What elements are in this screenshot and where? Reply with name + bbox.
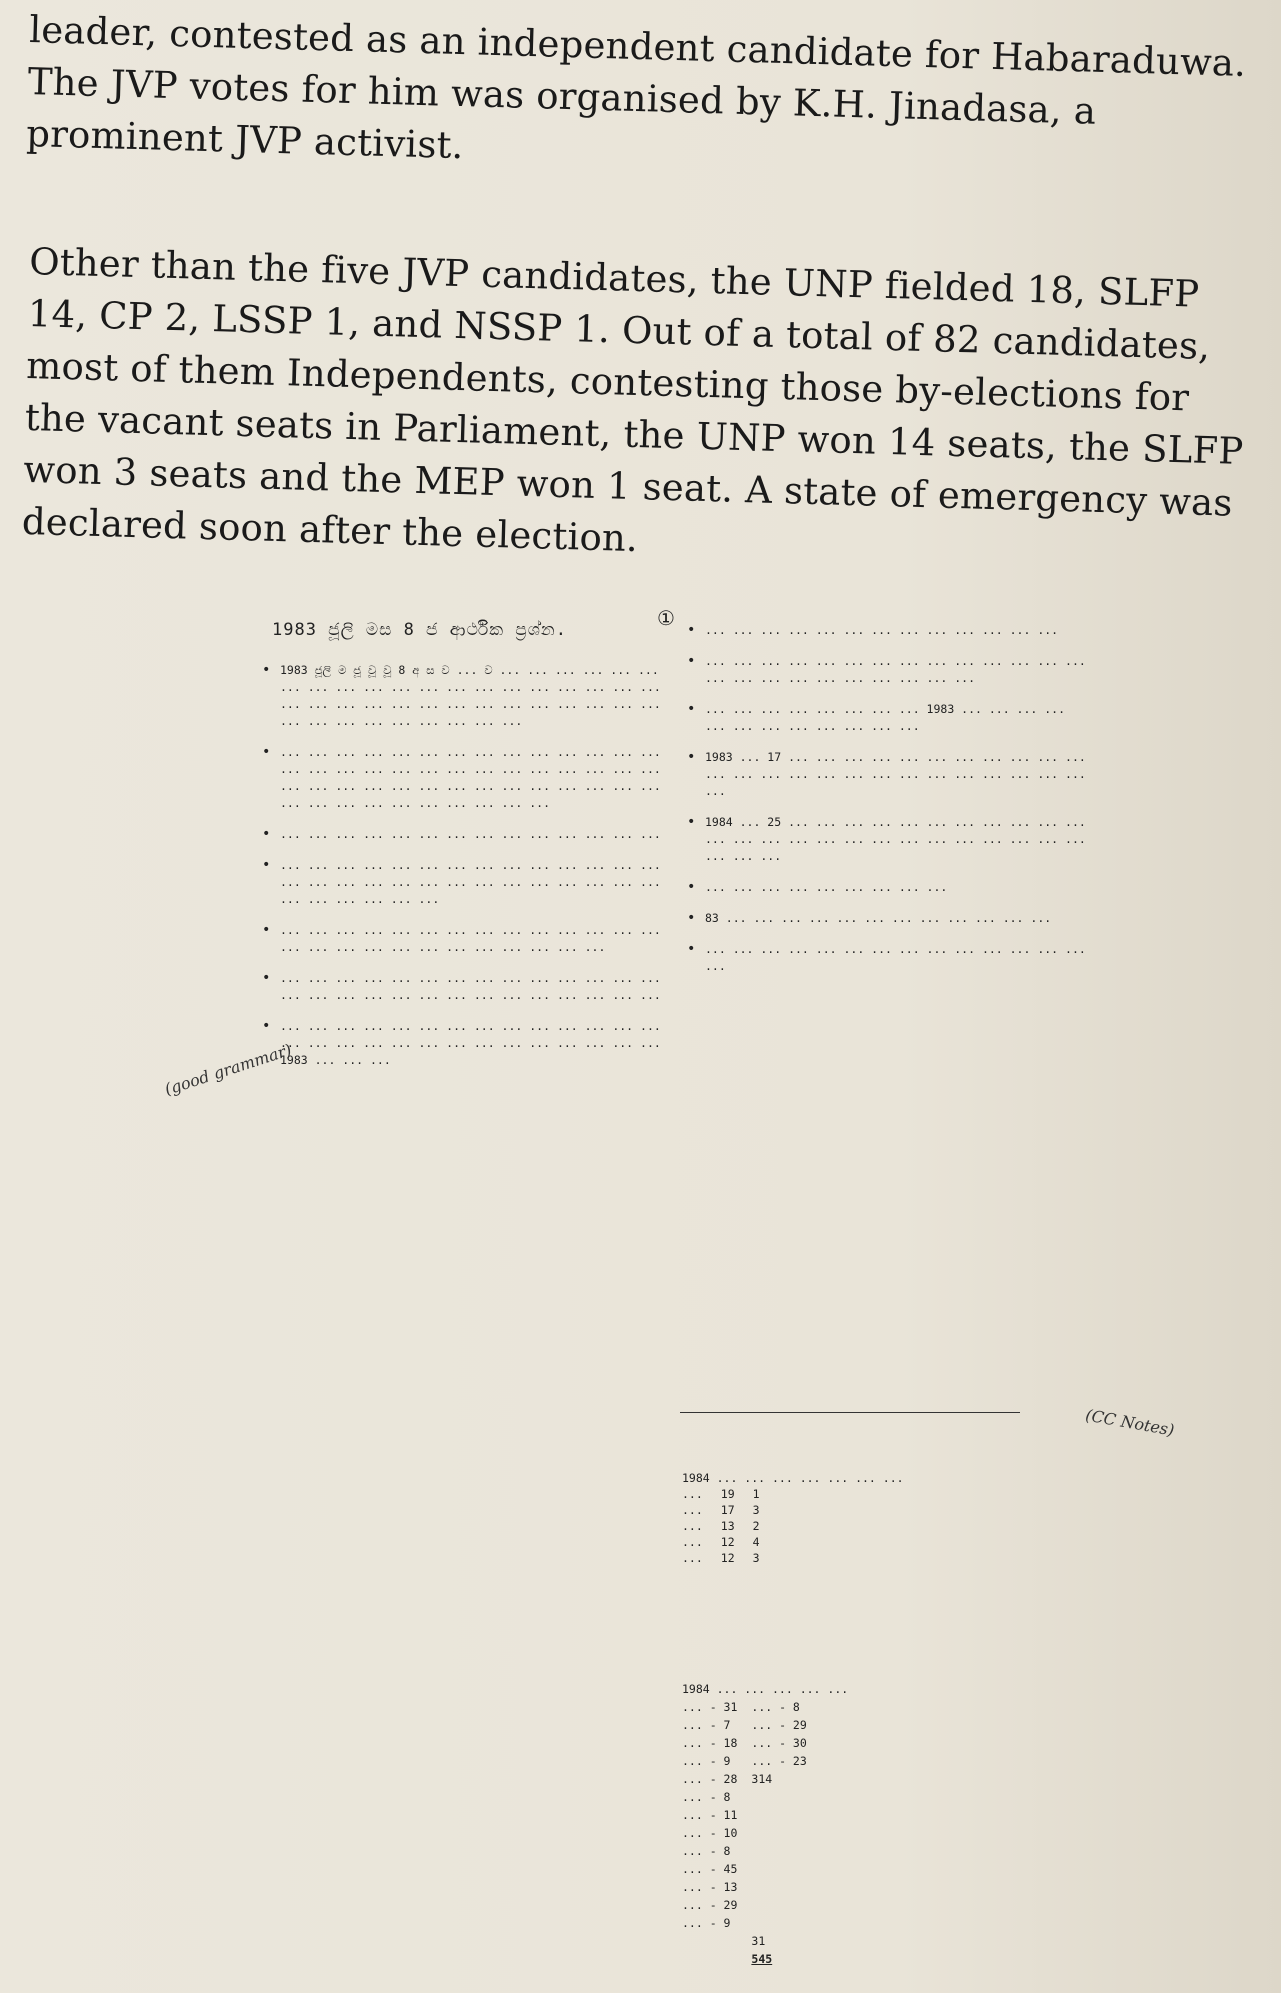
table-row	[682, 1752, 821, 1770]
printed-paragraph-2	[21, 236, 1254, 582]
table-row	[682, 1486, 778, 1502]
table-cell: ... - 23	[751, 1754, 807, 1768]
handwritten-table-2	[682, 1680, 848, 1968]
handwritten-table-1	[682, 1470, 904, 1566]
table-row	[682, 1896, 821, 1914]
table-cell: ...	[682, 1519, 703, 1533]
handwritten-divider	[680, 1412, 1020, 1413]
table-row	[682, 1534, 778, 1550]
table-row	[682, 1698, 821, 1716]
handwritten-paragraph: • 1983 ... 17 ... ... ... ... ... ... ... ... ... ... ... ... ... ... ... ... ... ... ... ... ... ... ... ... ... ...	[687, 749, 1087, 800]
table-cell: 3	[752, 1551, 760, 1565]
table-cell: 19	[720, 1487, 735, 1501]
table-cell: 17	[720, 1503, 735, 1517]
table-cell	[751, 1878, 820, 1896]
table-cell	[751, 1860, 820, 1878]
table-cell: ... - 30	[751, 1736, 807, 1750]
table-cell: 1	[752, 1487, 760, 1501]
sum-total: 545	[751, 1952, 773, 1966]
table-cell	[751, 1806, 820, 1824]
table-row	[682, 1806, 821, 1824]
paragraph-1-text: leader, contested as an independent candidate for Habaraduwa. The JVP votes for him was organised by K.H. Jinadasa, a prominent JVP activist.	[25, 7, 1247, 168]
table-cell: ... - 10	[682, 1826, 738, 1840]
table-row	[682, 1518, 778, 1534]
table-cell: ... - 9	[682, 1916, 731, 1930]
table-row	[682, 1842, 821, 1860]
table-row	[682, 1932, 821, 1950]
table-cell: ... - 18	[682, 1736, 738, 1750]
table-cell: ... - 8	[751, 1700, 800, 1714]
table-cell: ...	[682, 1535, 703, 1549]
table-row	[682, 1770, 821, 1788]
table-row	[682, 1734, 821, 1752]
table-cell: ... - 7	[682, 1718, 731, 1732]
handwritten-right-column	[687, 622, 1093, 989]
handwritten-paragraph: • ... ... ... ... ... ... ... ... ... ... ... ... ... ... ... ... ... ... ... ... ... ... ... ... ... ... ... ...	[262, 970, 672, 1004]
table-cell	[751, 1842, 820, 1860]
table-cell: ... - 11	[682, 1808, 738, 1822]
handwritten-paragraph: • ... ... ... ... ... ... ... ... ... ... ... ... ... ... ... ... ... ... ... ... ... ... ... ... ... ... ... ... ... ... ... ... ... ... ... ... ... ... ... ... ... ... ... ... ... ... ... ... ... ... ... ...	[262, 744, 672, 812]
table-cell: ... - 29	[682, 1898, 738, 1912]
circled-number-mark: ①	[657, 606, 675, 630]
table-cell: ... - 8	[682, 1790, 731, 1804]
table-cell: ... - 9	[682, 1754, 731, 1768]
table-row	[682, 1716, 821, 1734]
table-1	[682, 1486, 778, 1566]
table-cell: 2	[752, 1519, 760, 1533]
table-cell: ... - 45	[682, 1862, 738, 1876]
margin-note-left: (good grammar)	[162, 1040, 294, 1099]
handwritten-paragraph: • ... ... ... ... ... ... ... ... ... ... ... ... ...	[687, 622, 1087, 639]
table-cell: ... - 29	[751, 1718, 807, 1732]
table-cell: ... - 8	[682, 1844, 731, 1858]
paragraph-2-text: Other than the five JVP candidates, the UNP fielded 18, SLFP 14, CP 2, LSSP 1, and NSSP 1. Out of a total of 82 candidates, most of them Independents, contesting those by-elections for the vacant seats in Parliament, the UNP won 14 seats, the SLFP won 3 seats and the MEP won 1 seat. A state of emergency was declared soon after the election.	[21, 239, 1245, 561]
table-row	[682, 1824, 821, 1842]
table-cell: 314	[751, 1772, 773, 1786]
handwritten-paragraph: • ... ... ... ... ... ... ... ... ... ... ... ... ... ... ... ... ... ... ... ... ... ... ... ... ... ... ... ... 1983 ... ... ...	[262, 1018, 672, 1069]
table-2-heading: 1984 ... ... ... ... ...	[682, 1682, 849, 1696]
handwritten-paragraph: • ... ... ... ... ... ... ... ... ... ... ... ... ... ... ... ... ... ... ... ... ... ... ... ...	[687, 653, 1087, 687]
handwritten-paragraph: • ... ... ... ... ... ... ... ... 1983 ... ... ... ... ... ... ... ... ... ... ... ...	[687, 701, 1087, 735]
table-row	[682, 1788, 821, 1806]
handwritten-paragraph: • ... ... ... ... ... ... ... ... ... ... ... ... ... ... ...	[687, 941, 1087, 975]
table-cell: 4	[752, 1535, 760, 1549]
table-cell: ...	[682, 1487, 703, 1501]
handwritten-paragraph: • 1983 ජූලි ම ජූ වූ වූ 8 අ ස ව ... ව ... ... ... ... ... ... ... ... ... ... ... ... ... ... ... ... ... ... ... ... ... ... ... ... ... ... ... ... ... ... ... ... ... ... ... ... ... ... ... ... ... ... ...	[262, 662, 672, 730]
table-cell: 12	[720, 1551, 735, 1565]
table-row	[682, 1878, 821, 1896]
handwritten-paragraph: • 83 ... ... ... ... ... ... ... ... ... ... ... ...	[687, 910, 1087, 927]
sum-top: 31	[751, 1934, 766, 1948]
table-row	[682, 1550, 778, 1566]
margin-note-right: (CC Notes)	[1084, 1405, 1176, 1440]
handwritten-document-image	[262, 606, 1093, 1980]
table-row	[682, 1914, 821, 1932]
table-cell: 3	[752, 1503, 760, 1517]
table-cell: 13	[720, 1519, 735, 1533]
table-cell: ... - 28	[682, 1772, 738, 1786]
table-2	[682, 1698, 821, 1968]
table-cell: ... - 31	[682, 1700, 738, 1714]
table-cell: ...	[682, 1551, 703, 1565]
handwritten-paragraph: • ... ... ... ... ... ... ... ... ... ... ... ... ... ... ... ... ... ... ... ... ... ... ... ... ... ... ... ... ... ... ... ... ... ...	[262, 857, 672, 908]
table-row	[682, 1950, 821, 1968]
table-1-heading: 1984 ... ... ... ... ... ... ...	[682, 1471, 904, 1485]
table-cell	[751, 1788, 820, 1806]
table-row	[682, 1502, 778, 1518]
table-cell	[751, 1896, 820, 1914]
table-cell	[751, 1914, 820, 1932]
handwritten-title: 1983 ජූලි මස 8 ජ ආර්ථික ප්‍රශ්න.	[272, 620, 567, 640]
handwritten-left-column	[262, 662, 672, 1083]
table-cell: 12	[720, 1535, 735, 1549]
table-cell: ...	[682, 1503, 703, 1517]
handwritten-paragraph: • ... ... ... ... ... ... ... ... ... ... ... ... ... ... ... ... ... ... ... ... ... ... ... ... ... ...	[262, 922, 672, 956]
table-row	[682, 1860, 821, 1878]
handwritten-paragraph: • ... ... ... ... ... ... ... ... ...	[687, 879, 1087, 896]
table-cell	[751, 1824, 820, 1842]
handwritten-paragraph: • 1984 ... 25 ... ... ... ... ... ... ... ... ... ... ... ... ... ... ... ... ... ... ... ... ... ... ... ... ... ... ... ...	[687, 814, 1087, 865]
handwritten-paragraph: • ... ... ... ... ... ... ... ... ... ... ... ... ... ...	[262, 826, 672, 843]
printed-paragraph-1	[26, 4, 1255, 194]
table-cell: ... - 13	[682, 1880, 738, 1894]
